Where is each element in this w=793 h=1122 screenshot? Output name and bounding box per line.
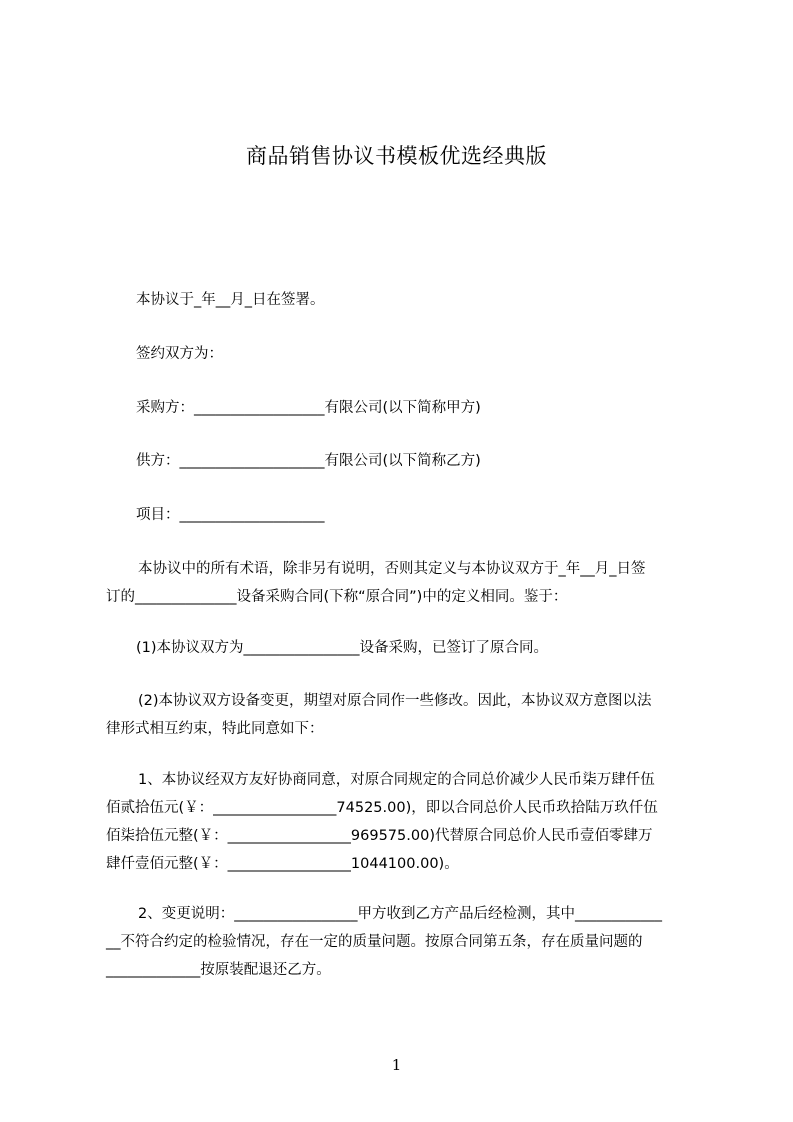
recital-2-row-1: (2)本协议双方设备变更，期望对原合同作一些修改。因此，本协议双方意图以法 xyxy=(138,693,652,709)
page-number: 1 xyxy=(391,1056,402,1074)
terms-row-1: 本协议中的所有术语，除非另有说明，否则其定义与本协议双方于_年__月_日签 xyxy=(138,561,646,577)
document-title: 商品销售协议书模板优选经典版 xyxy=(246,144,547,168)
clause-2-row-3: _____________按原装配退还乙方。 xyxy=(106,962,331,978)
clause-1-row-1: 1、本协议经双方友好协商同意，对原合同规定的合同总价减少人民币柒万肆仟伍 xyxy=(138,772,655,788)
recital-1-row: (1)本协议双方为________________设备采购，已签订了原合同。 xyxy=(136,640,549,656)
project-line: 项目：____________________ xyxy=(136,507,325,523)
terms-row-2: 订的______________设备采购合同(下称“原合同”)中的定义相同。鉴于： xyxy=(106,589,568,605)
recital-1-paragraph xyxy=(106,634,700,662)
clause-1-paragraph xyxy=(106,766,700,878)
parties-heading: 签约双方为： xyxy=(136,346,223,362)
clause-1-row-4: 肆仟壹佰元整(￥：_________________1044100.00)。 xyxy=(106,856,459,872)
clause-2-row-2: __不符合约定的检验情况，存在一定的质量问题。按原合同第五条，存在质量问题的 xyxy=(106,934,643,950)
clause-1-row-3: 佰柒拾伍元整(￥：_________________969575.00)代替原合同总价人民币壹佰零肆万 xyxy=(106,828,653,844)
clause-1-row-2: 佰贰拾伍元(￥：_________________74525.00)，即以合同总价人民币玖拾陆万玖仟伍 xyxy=(106,800,658,816)
supplier-line: 供方：____________________有限公司(以下简称乙方) xyxy=(136,453,481,469)
clause-2-row-1: 2、变更说明：_________________甲方收到乙方产品后经检测，其中____________ xyxy=(138,906,662,922)
signing-date-line: 本协议于_年__月_日在签署。 xyxy=(136,292,325,308)
buyer-line: 采购方：__________________有限公司(以下简称甲方) xyxy=(136,400,481,416)
clause-2-paragraph xyxy=(106,900,700,984)
recital-2-paragraph xyxy=(106,687,700,743)
terms-paragraph xyxy=(106,555,700,611)
recital-2-row-2: 律形式相互约束，特此同意如下： xyxy=(106,721,324,737)
